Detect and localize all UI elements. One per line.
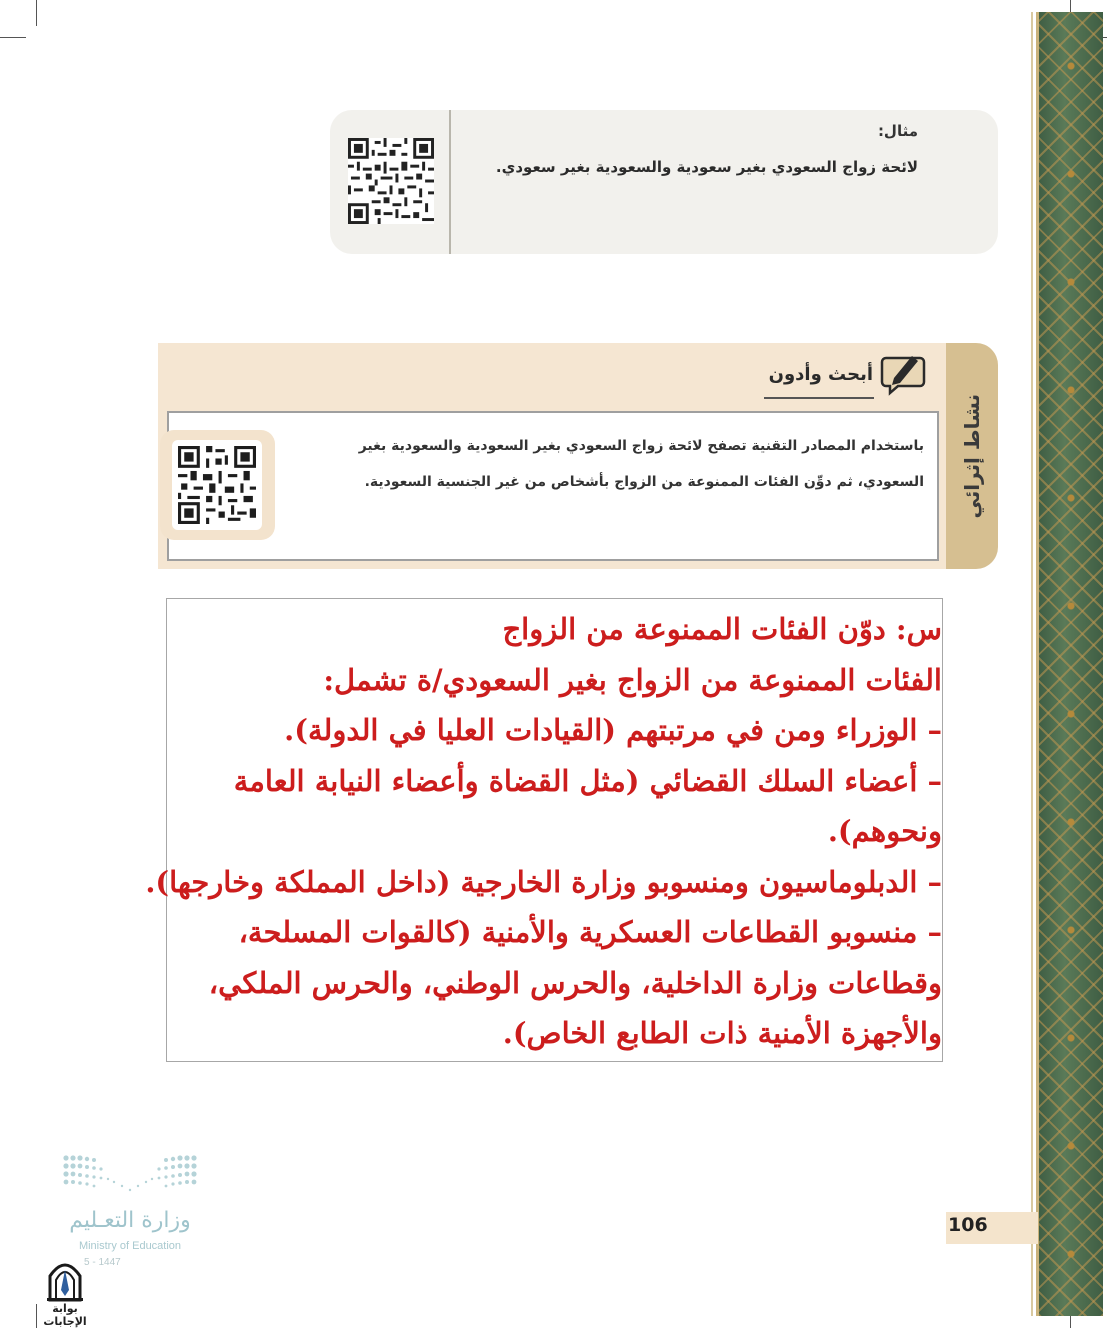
crop-mark (36, 0, 37, 26)
ornamental-border (1036, 12, 1103, 1316)
ministry-logo-icon (62, 1152, 198, 1198)
example-divider (449, 110, 451, 254)
site-logo-icon (44, 1256, 86, 1302)
example-text: لائحة زواج السعودي بغير سعودية والسعودية بغير سعودي. (495, 158, 918, 176)
answer-line: – أعضاء السلك القضائي (مثل القضاة وأعضاء النيابة العامة (233, 763, 942, 798)
ministry-year: 5 - 1447 (84, 1257, 121, 1268)
answer-line: – الدبلوماسيون ومنسوبو وزارة الخارجية (داخل المملكة وخارجها). (145, 864, 942, 899)
title-underline (764, 397, 874, 399)
crop-mark (0, 37, 26, 38)
answer-line: س: دوّن الفئات الممنوعة من الزواج (502, 612, 942, 646)
answer-text (145, 604, 942, 1059)
answer-line: – منسوبو القطاعات العسكرية والأمنية (كالقوات المسلحة، (238, 915, 942, 949)
activity-instructions: باستخدام المصادر التقنية تصفح لائحة زواج السعودي بغير السعودية والسعودية بغير السعودي، ثم دوِّن الفئات الممنوعة من الزواج بأشخاص من غير الجنسية السعودية. (358, 438, 924, 490)
answer-line: الفئات الممنوعة من الزواج بغير السعودي/ة تشمل: (323, 662, 942, 697)
pencil-note-icon (880, 350, 926, 396)
answer-line: والأجهزة الأمنية ذات الطابع الخاص). (502, 1016, 942, 1050)
research-title: أبحث وأدون (768, 364, 873, 385)
answer-line: وقطاعات وزارة الداخلية، والحرس الوطني، والحرس الملكي، (208, 965, 942, 1000)
ministry-name-arabic: وزارة التعـليم (69, 1208, 191, 1233)
example-heading: مثال: (877, 122, 918, 140)
border-line (1031, 12, 1033, 1316)
page-number: 106 (948, 1214, 988, 1236)
activity-tab-text: نشاط إثرائي (960, 393, 984, 519)
answer-line: ونحوهم). (827, 814, 942, 848)
ministry-name-english: Ministry of Education (78, 1240, 182, 1252)
answer-line: – الوزراء ومن في مرتبتهم (القيادات العليا في الدولة). (284, 713, 942, 747)
site-logo-text: بوابة الإجابات (43, 1302, 87, 1328)
qr-code-icon[interactable] (348, 138, 434, 224)
qr-code-icon[interactable] (178, 446, 256, 524)
activity-tab-label (946, 343, 998, 569)
